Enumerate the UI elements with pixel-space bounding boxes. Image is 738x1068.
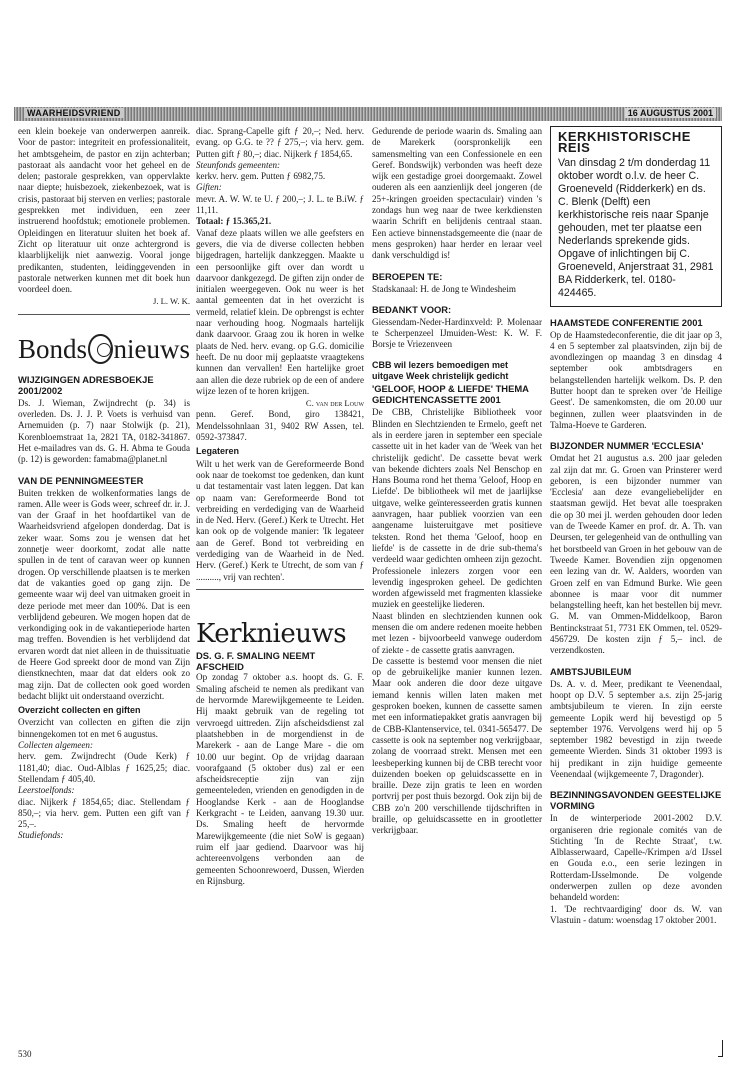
beroepen-text: Stadskanaal: H. de Jong te Windesheim <box>372 283 516 294</box>
penningmeester-address: penn. Geref. Bond, giro 138421, Mendelssohnlaan 31, 9402 RW Assen, tel. 0592-373847. <box>196 409 364 443</box>
beroepen-heading: BEROEPEN TE: <box>372 270 443 282</box>
column-1 <box>18 126 190 842</box>
leerstoel-label: Leerstoelfonds: <box>18 785 75 796</box>
bezinning-heading: BEZINNINGSAVONDEN GEESTELIJKE VORMING <box>550 789 722 812</box>
legateren-text: Wilt u het werk van de Gereformeerde Bond ook naar de toekomst toe gedenken, dan kunt u dat testamentair vast laten leggen. Dat kan op naam van: Gereformeerde Bond tot verbreiding en verdediging van de Waarheid in de Ned. Herv. (Geref.) Kerk te Utrecht. Het kan ook op de volgende manier: 'Ik legateer aan de Geref. Bond tot verbreiding en verdediging van de Waarheid in de Ned. Herv. (Geref.) Kerk te Utrecht, de som van ƒ .........., vrij van rechten'. <box>196 458 364 582</box>
bezinning-list-item: 1. 'De rechtvaardiging' door ds. W. van Vlastuin - datum: woensdag 17 oktober 2001. <box>550 903 722 925</box>
corner-mark <box>718 1040 723 1057</box>
studiefonds-label: Studiefonds: <box>18 830 64 841</box>
divider <box>18 314 190 315</box>
overzicht-text: Overzicht van collecten en giften die zijn binnengekomen tot en met 6 augustus. <box>18 717 190 739</box>
cassette-text-3: De cassette is bestemd voor mensen die niet op de gebruikelijke manier kunnen lezen. Maar ook anderen die door deze uitgave iemand kennis willen laten maken met gesproken boeken, kunnen de cassette samen met een informatiepakket gratis aanvragen bij de CBB-Klantenservice, tel. 0341-565477. De cassette is ook na september nog verkrijgbaar, zolang de voorraad strekt. Mensen met een leesbeperking kunnen bij de CBB terecht voor duizenden boeken op geluidscassette en in braille. Deze zijn gratis te leen en worden portvrij per post thuis bezorgd. Ook zijn bij de CBB zo'n 200 verschillende tijdschriften in braille, op geluidscassette en in grootletter verkrijgbaar. <box>372 655 542 836</box>
smaling-text: Op zondag 7 oktober a.s. hoopt ds. G. F. Smaling afscheid te nemen als predikant van de hervormde Marewijkgemeente te Leiden. Hij maakt gebruik van de regeling tot vervroegd uittreden. Zijn afscheidsdienst zal plaatshebben in de morgendienst in de Marekerk - aan de Lange Mare - die om 10.00 uur begint. Op de vrijdag daaraan voorafgaand (5 oktober dus) zal er een afscheidsreceptie zijn van zijn gemeenteleden, vrienden en genodigden in de Hooglandse Kerk - aan de Hooglandse Kerkgracht - te Leiden, aanvang 19.30 uur. Ds. Smaling heeft de hervormde Marewijkgemeente (die niet SoW is gegaan) ruim elf jaar gediend. Daarvoor was hij achtereenvolgens verbonden aan de gemeenten Schoonrewoerd, Dussen, Wierden en Rijnsburg. <box>196 672 364 886</box>
column-2 <box>196 126 364 887</box>
haamstede-heading: HAAMSTEDE CONFERENTIE 2001 <box>550 316 703 328</box>
adresboekje-heading: WIJZIGINGEN ADRESBOEKJE 2001/2002 <box>18 373 154 396</box>
steunfonds-text: kerkv. herv. gem. Putten ƒ 6982,75. <box>196 171 326 182</box>
smaling-continued: Gedurende de periode waarin ds. Smaling aan de Marekerk (oorspronkelijk een samensmelting van een Confessionele en een Geref. Bondswijk) verbonden was heeft deze wijk een gestadige groei doorgemaakt. Zowel ouderen als een aanzienlijk deel jongeren (de 25+-kringen groeiden spectaculair) vinden 's zondags hun weg naar de twee kerkdiensten waarin Schrift en belijdenis centraal staan. Een actieve binnenstadsgemeente die (naar de mens gesproken) haar herder en leraar veel dank verschuldigd is! <box>372 126 542 261</box>
nieuws-word: nieuws <box>113 333 190 364</box>
leerstoel-text: diac. Nijkerk ƒ 1854,65; diac. Stellendam ƒ 850,–; via herv. gem. Putten een gift van ƒ 25,–. <box>18 796 190 830</box>
kerknieuws-logo: Kerknieuws <box>196 618 347 649</box>
adresboekje-text: Ds. J. Wieman, Zwijndrecht (p. 34) is overleden. Ds. J. J. P. Voets is verhuisd van Arnemuiden (p. 7) naar Stolwijk (p. 21), Korenbloemstraat 1a, 2821 TA, 0182-341867. Het e-mailadres van ds. G. H. Abma te Gouda (p. 12) is geworden: famabma@planet.nl <box>18 397 190 465</box>
dank-text: Vanaf deze plaats willen we alle geefsters en gevers, die via de diverse collecten hebben bijgedragen, hartelijk dankzeggen. Maakte u een persoonlijke gift over dan wordt u daarvoor dankgezegd. De giften zijn onder de initialen weergegeven. Ook nu weer is het aantal gemeenten dat in het overzicht is vermeld, relatief klein. De opbrengst is echter naar verhouding hoog. Nogmaals hartelijk dank daarvoor. Graag zou ik horen in welke plaats de Ned. herv. evang. op G.G. domicilie heeft. De nu door mij geplaatste vraagtekens kunnen dan vervallen! Een hartelijke groet aan allen die deze rubriek op de een of andere wijze lezen of te horen krijgen. <box>196 227 364 396</box>
bonds-word: Bonds <box>18 333 88 364</box>
steunfonds-label: Steunfonds gemeenten: <box>196 159 281 170</box>
cassette-heading: 'GELOOF, HOOP & LIEFDE' THEMA GEDICHTENCASSETTE 2001 <box>372 383 529 406</box>
giften-text: diac. Sprang-Capelle gift ƒ 20,–; Ned. herv. evang. op G.G. te ?? ƒ 275,–; via herv. gem. Putten gift ƒ 80,–; diac. Nijkerk ƒ 1854,65. <box>196 126 364 159</box>
collecten-text: herv. gem. Zwijndrecht (Oude Kerk) ƒ 1181,40; diac. Oud-Alblas ƒ 1625,25; diac. Stellendam ƒ 405,40. <box>18 751 190 784</box>
legateren-subheading: Legateren <box>196 446 240 457</box>
collecten-label: Collecten algemeen: <box>18 740 93 751</box>
bezinning-text: In de winterperiode 2001-2002 D.V. organiseren drie regionale comités van de Stichting 'In de Rechte Straat', t.w. Alblasserwaard, Capelle-/Krimpen a/d IJssel en Gouda e.o., een serie lezingen in Rotterdam-IJsselmonde. De volgende onderwerpen zullen op deze avonden behandeld worden: <box>550 813 722 903</box>
ecclesia-heading: BIJZONDER NUMMER 'ECCLESIA' <box>550 440 704 452</box>
divider <box>196 589 364 590</box>
giften-label: Giften: <box>196 182 222 193</box>
bedankt-text: Giessendam-Neder-Hardinxveld: P. Molenaar te Scherpenzeel IJmuiden-West: K. W. F. Borsje te Vriezenveen <box>372 316 542 350</box>
bondsnieuws-logo <box>18 333 190 365</box>
page-header <box>14 107 722 121</box>
penningmeester-heading: VAN DE PENNINGMEESTER <box>18 474 144 486</box>
reis-title: KERKHISTORISCHE REIS <box>558 129 691 156</box>
haamstede-text: Op de Haamstedeconferentie, die dit jaar op 3, 4 en 5 september zal plaatsvinden, zijn bij de avondlezingen op maandag 3 en dinsdag 4 september ook ambtsdragers en belangstellenden hartelijk welkom. Ds. P. den Butter hoopt dan te spreken over 'de Heilige Geest'. De samenkomsten, die om 20.00 uur beginnen, zullen weer plaatsvinden in de Talma-Hoeve te Garderen. <box>550 329 722 430</box>
masthead-title: WAARHEIDSVRIEND <box>24 108 124 118</box>
totaal: Totaal: ƒ 15.365,21. <box>196 216 272 227</box>
cassette-text-2: Naast blinden en slechtzienden kunnen ook mensen die om andere redenen moeite hebben met lezen - bijvoorbeeld vanwege ouderdom of ziekte - de cassette gratis aanvragen. <box>372 610 542 655</box>
issue-date: 16 AUGUSTUS 2001 <box>625 108 716 118</box>
column-3 <box>372 126 542 837</box>
giften-list: mevr. A. W. W. te U. ƒ 200,–; J. L. te B.iW. ƒ 11,11. <box>196 193 364 216</box>
cassette-text: De CBB, Christelijke Bibliotheek voor Blinden en Slechtzienden te Ermelo, geeft net als in eerdere jaren in september een speciale cassette uit in het kader van de 'Week van het christelijk gedicht'. De cassette bevat werk van bekende dichters zoals Nel Benschop en Hans Bouma rond het thema 'Geloof, Hoop en Liefde'. De bibliotheek wil met de jaarlijkse uitgave, welke geïnteresseerden gratis kunnen aanvragen, haar publiek voorzien van een aangename luisteruitgave met positieve teksten. Rond het thema 'Geloof, hoop en liefde' is de cassette in de drie sub-thema's verdeeld waar gedichten omheen zijn gezocht. Professionele inlezers zorgen voor een levendig ingesproken geheel. De gedichten worden afgewisseld met fragmenten klassieke muziek en geestelijke liederen. <box>372 407 542 610</box>
ambtsjubileum-text: Ds. A. v. d. Meer, predikant te Veenendaal, hoopt op D.V. 5 september a.s. zijn 25-jarig ambtsjubileum te vieren. In zijn eerste gemeente Lopik werd hij bevestigd op 5 september 1976. Vervolgens werd hij op 5 september 1982 bevestigd in zijn tweede gemeente Wierden. Sinds 31 oktober 1993 is hij predikant in zijn huidige gemeente Veenendaal (wijkgemeente 7, Dragonder). <box>550 678 722 779</box>
seal-icon <box>88 334 112 364</box>
bedankt-heading: BEDANKT VOOR: <box>372 303 452 315</box>
review-text: een klein boekeje van onderwerpen aanreik. Voor de pastor: integriteit en professionaliteit, het ambtsgeheim, de pastor en zijn achterban; pastoraat als aandacht voor het geheel en de delen; pastorale gesprekken, van oppervlakte naar diepte; huisbezoek, ziekenbezoek, wat is crisis, pastoraat bij sterven en verlies; pastorale gesprekken met individuen, een zeer instruerend hoofdstuk; emotionele problemen. Opleidingen en literatuur sluiten het boek af. Zicht op literatuur uit onze achtergrond is klaarblijkelijk niet aanwezig. Vooral jonge predikanten, studenten, leidinggevenden in pastorale netwerken kunnen met dit boek hun voordeel doen. <box>18 126 190 295</box>
penningmeester-text: Buiten trekken de wolkenformaties langs de ramen. Alle weer is Gods weer, schreef dr. ir. J. van der Graaf in het hoofdartikel van de Waarheidsvriend afgelopen donderdag. Dat is zeker waar. Soms zou je wensen dat het zonnetje weer doorkomt, zodat alle natte spullen in de tent of caravan weer op kunnen drogen. Op verschillende plaatsen is te merken dat de vakanties goed op gang zijn. De gemeente waar wij deel van uitmaken groeit in deze periode met meer dan 100%. Dat is een verblijdend gebeuren. We mogen hopen dat de verkondiging ook in de vakantieperiode harten mag treffen. Bovendien is het verblijdend dat ervaren wordt dat niet alleen in de thuissituatie de Heere God spreekt door de mond van Zijn dienstknechten, maar dat dat elders ook zo mag zijn. Dat de collecten ook goed worden bedacht blijkt uit onderstaand overzicht. <box>18 487 190 701</box>
page-number: 530 <box>18 1049 32 1059</box>
overzicht-subheading: Overzicht collecten en giften <box>18 705 141 716</box>
ambtsjubileum-heading: AMBTSJUBILEUM <box>550 665 632 677</box>
cbb-kicker: CBB wil lezers bemoedigen met uitgave Week christelijk gedicht <box>372 359 509 382</box>
smaling-heading: DS. G. F. SMALING NEEMT AFSCHEID <box>196 649 316 673</box>
penningmeester-signature: C. van der Louw <box>305 398 364 409</box>
column-4 <box>550 126 722 926</box>
ecclesia-text: Omdat het 21 augustus a.s. 200 jaar geleden zal zijn dat mr. G. Groen van Prinsterer werd geboren, is een bijzonder nummer van 'Ecclesia' aan deze evangeliebelijder en staatsman gewijd. Het bevat alle toespraken die op 30 mei jl. werden gehouden door leden van de Tweede Kamer en prof. dr. A. Th. van Deursen, ter gelegenheid van de onthulling van het borstbeeld van Groen in het gebouw van de Tweede Kamer. Bovendien zijn opgenomen een lezing van dr. W. Aalders, woorden van Groen zelf en van Edmund Burke. Wie geen abonnee is maar voor dit nummer belangstelling heeft, kan het bestellen bij mevr. G. M. van Ommen-Middelkoop, Baron Bentinckstraat 51, 7731 EK Ommen, tel. 0529-456729. De kosten zijn ƒ 5,– incl. de verzendkosten. <box>550 453 722 656</box>
reis-box <box>550 126 722 307</box>
reis-text: Van dinsdag 2 t/m donderdag 11 oktober wordt o.l.v. de heer C. Groeneveld (Ridderkerk) en ds. C. Blenk (Delft) een kerkhistorische reis naar Spanje gehouden, met ter plaatse een Nederlands sprekende gids. Opgave of inlichtingen bij C. Groeneveld, Anjerstraat 31, 2981 BA Ridderkerk, tel. 0180-424465. <box>558 156 714 299</box>
review-signature: J. L. W. K. <box>152 296 190 307</box>
